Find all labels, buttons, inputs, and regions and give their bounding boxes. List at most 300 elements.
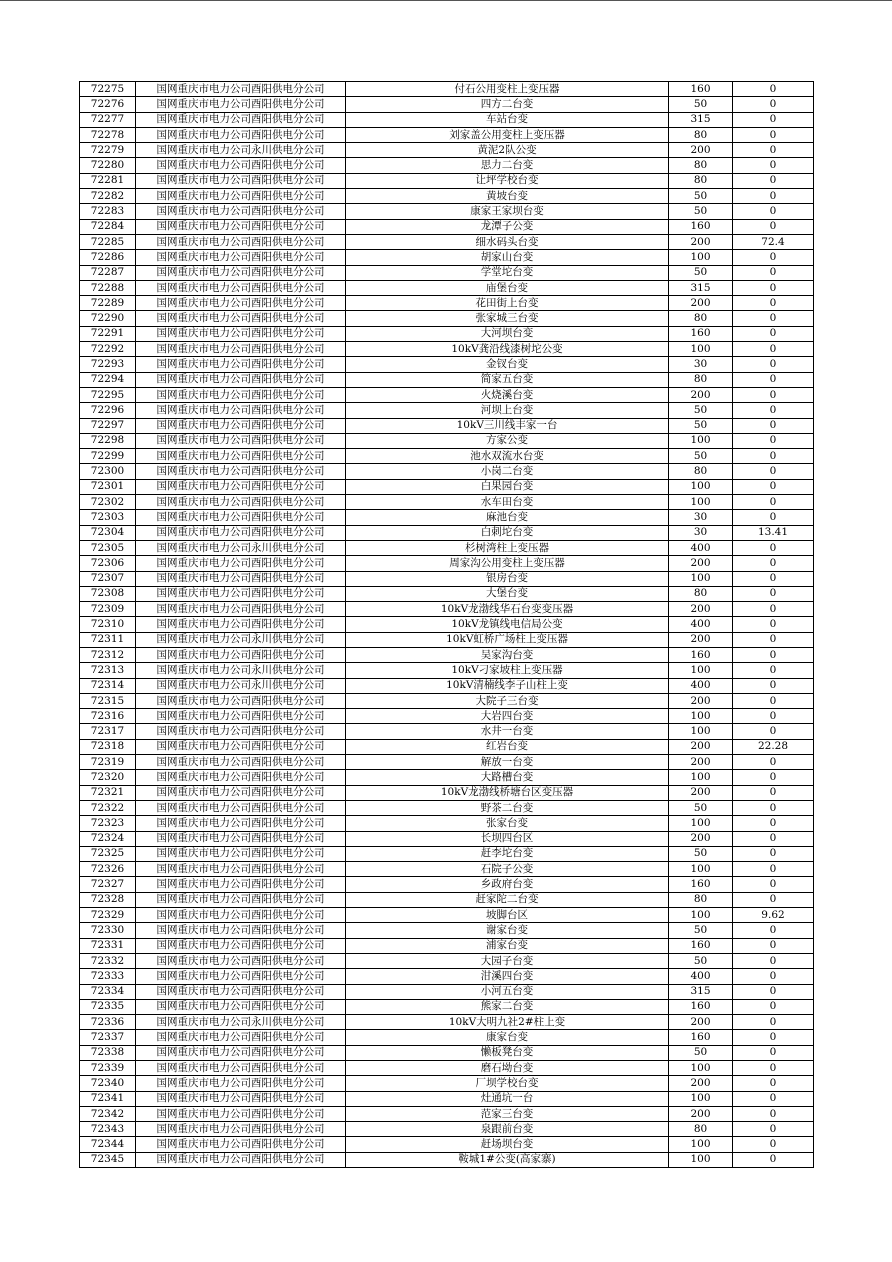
company-cell: 国网重庆市电力公司酉阳供电分公司 (136, 693, 346, 708)
capacity-cell: 50 (669, 265, 733, 280)
row-id-cell: 72343 (80, 1122, 136, 1137)
capacity-cell: 50 (669, 953, 733, 968)
company-cell: 国网重庆市电力公司酉阳供电分公司 (136, 877, 346, 892)
table-row (80, 678, 814, 693)
value-cell: 0 (733, 923, 814, 938)
row-id-cell: 72340 (80, 1076, 136, 1091)
company-cell: 国网重庆市电力公司酉阳供电分公司 (136, 785, 346, 800)
table-row (80, 387, 814, 402)
value-cell: 0 (733, 403, 814, 418)
row-id-cell: 72316 (80, 709, 136, 724)
capacity-cell: 400 (669, 617, 733, 632)
company-cell: 国网重庆市电力公司酉阳供电分公司 (136, 862, 346, 877)
company-cell: 国网重庆市电力公司酉阳供电分公司 (136, 602, 346, 617)
company-cell: 国网重庆市电力公司酉阳供电分公司 (136, 1076, 346, 1091)
company-cell: 国网重庆市电力公司酉阳供电分公司 (136, 1122, 346, 1137)
value-cell: 0 (733, 1061, 814, 1076)
table-row (80, 586, 814, 601)
transformer-name-cell: 刘家盖公用变柱上变压器 (346, 127, 669, 142)
value-cell: 0 (733, 556, 814, 571)
row-id-cell: 72287 (80, 265, 136, 280)
company-cell: 国网重庆市电力公司永川供电分公司 (136, 678, 346, 693)
row-id-cell: 72327 (80, 877, 136, 892)
value-cell: 9.62 (733, 908, 814, 923)
company-cell: 国网重庆市电力公司酉阳供电分公司 (136, 908, 346, 923)
company-cell: 国网重庆市电力公司酉阳供电分公司 (136, 158, 346, 173)
row-id-cell: 72308 (80, 586, 136, 601)
transformer-name-cell: 10kV龙镇线电信局公变 (346, 617, 669, 632)
transformer-name-cell: 石院子公变 (346, 862, 669, 877)
value-cell: 0 (733, 892, 814, 907)
row-id-cell: 72276 (80, 97, 136, 112)
capacity-cell: 100 (669, 1137, 733, 1152)
table-row (80, 1091, 814, 1106)
transformer-name-cell: 水车田台变 (346, 495, 669, 510)
row-id-cell: 72345 (80, 1152, 136, 1167)
company-cell: 国网重庆市电力公司酉阳供电分公司 (136, 357, 346, 372)
transformer-name-cell: 懒板凳台变 (346, 1045, 669, 1060)
table-row (80, 418, 814, 433)
company-cell: 国网重庆市电力公司酉阳供电分公司 (136, 387, 346, 402)
company-cell: 国网重庆市电力公司酉阳供电分公司 (136, 1091, 346, 1106)
company-cell: 国网重庆市电力公司酉阳供电分公司 (136, 510, 346, 525)
value-cell: 0 (733, 755, 814, 770)
transformer-name-cell: 范家三台变 (346, 1106, 669, 1121)
transformer-name-cell: 谢家台变 (346, 923, 669, 938)
table-row (80, 112, 814, 127)
transformer-name-cell: 大院子三台变 (346, 693, 669, 708)
transformer-name-cell: 磨石坳台变 (346, 1061, 669, 1076)
table-body (80, 82, 814, 1168)
table-row (80, 877, 814, 892)
transformer-name-cell: 10kV龚沿线漆树坨公变 (346, 342, 669, 357)
value-cell: 0 (733, 280, 814, 295)
transformer-name-cell: 小岗二台变 (346, 464, 669, 479)
company-cell: 国网重庆市电力公司酉阳供电分公司 (136, 969, 346, 984)
row-id-cell: 72294 (80, 372, 136, 387)
transformer-name-cell: 大岩四台变 (346, 709, 669, 724)
capacity-cell: 80 (669, 372, 733, 387)
company-cell: 国网重庆市电力公司酉阳供电分公司 (136, 82, 346, 97)
company-cell: 国网重庆市电力公司酉阳供电分公司 (136, 739, 346, 754)
row-id-cell: 72304 (80, 525, 136, 540)
company-cell: 国网重庆市电力公司酉阳供电分公司 (136, 525, 346, 540)
capacity-cell: 200 (669, 296, 733, 311)
table-row (80, 280, 814, 295)
capacity-cell: 200 (669, 755, 733, 770)
table-row (80, 908, 814, 923)
row-id-cell: 72286 (80, 250, 136, 265)
transformer-list-table (79, 81, 814, 1168)
transformer-name-cell: 周家沟公用变柱上变压器 (346, 556, 669, 571)
value-cell: 0 (733, 449, 814, 464)
company-cell: 国网重庆市电力公司酉阳供电分公司 (136, 846, 346, 861)
value-cell: 0 (733, 877, 814, 892)
value-cell: 0 (733, 143, 814, 158)
capacity-cell: 315 (669, 112, 733, 127)
row-id-cell: 72325 (80, 846, 136, 861)
company-cell: 国网重庆市电力公司酉阳供电分公司 (136, 617, 346, 632)
value-cell: 0 (733, 984, 814, 999)
row-id-cell: 72275 (80, 82, 136, 97)
company-cell: 国网重庆市电力公司酉阳供电分公司 (136, 464, 346, 479)
transformer-name-cell: 10kV龙渤线桥塘台区变压器 (346, 785, 669, 800)
company-cell: 国网重庆市电力公司酉阳供电分公司 (136, 586, 346, 601)
transformer-name-cell: 四方二台变 (346, 97, 669, 112)
company-cell: 国网重庆市电力公司酉阳供电分公司 (136, 556, 346, 571)
row-id-cell: 72315 (80, 693, 136, 708)
capacity-cell: 100 (669, 862, 733, 877)
row-id-cell: 72324 (80, 831, 136, 846)
row-id-cell: 72310 (80, 617, 136, 632)
row-id-cell: 72283 (80, 204, 136, 219)
company-cell: 国网重庆市电力公司酉阳供电分公司 (136, 127, 346, 142)
value-cell: 0 (733, 770, 814, 785)
transformer-name-cell: 白果园台变 (346, 479, 669, 494)
transformer-name-cell: 细水码头台变 (346, 234, 669, 249)
value-cell: 0 (733, 647, 814, 662)
transformer-name-cell: 浦家台变 (346, 938, 669, 953)
company-cell: 国网重庆市电力公司酉阳供电分公司 (136, 234, 346, 249)
value-cell: 0 (733, 602, 814, 617)
transformer-name-cell: 火烧溪台变 (346, 387, 669, 402)
table-row (80, 204, 814, 219)
transformer-name-cell: 长坝四台区 (346, 831, 669, 846)
row-id-cell: 72285 (80, 234, 136, 249)
capacity-cell: 50 (669, 449, 733, 464)
value-cell: 0 (733, 250, 814, 265)
company-cell: 国网重庆市电力公司酉阳供电分公司 (136, 311, 346, 326)
row-id-cell: 72328 (80, 892, 136, 907)
transformer-name-cell: 泔溪四台变 (346, 969, 669, 984)
capacity-cell: 30 (669, 525, 733, 540)
table-row (80, 647, 814, 662)
value-cell: 0 (733, 999, 814, 1014)
table-row (80, 892, 814, 907)
capacity-cell: 200 (669, 387, 733, 402)
capacity-cell: 200 (669, 632, 733, 647)
table-row (80, 617, 814, 632)
capacity-cell: 100 (669, 479, 733, 494)
company-cell: 国网重庆市电力公司酉阳供电分公司 (136, 647, 346, 662)
transformer-name-cell: 赶场坝台变 (346, 1137, 669, 1152)
table-row (80, 158, 814, 173)
capacity-cell: 50 (669, 204, 733, 219)
row-id-cell: 72301 (80, 479, 136, 494)
company-cell: 国网重庆市电力公司酉阳供电分公司 (136, 892, 346, 907)
row-id-cell: 72319 (80, 755, 136, 770)
company-cell: 国网重庆市电力公司酉阳供电分公司 (136, 189, 346, 204)
capacity-cell: 50 (669, 846, 733, 861)
company-cell: 国网重庆市电力公司酉阳供电分公司 (136, 1045, 346, 1060)
transformer-name-cell: 黄泥2队公变 (346, 143, 669, 158)
company-cell: 国网重庆市电力公司酉阳供电分公司 (136, 449, 346, 464)
table-row (80, 724, 814, 739)
capacity-cell: 200 (669, 556, 733, 571)
transformer-name-cell: 灶通坑一台 (346, 1091, 669, 1106)
company-cell: 国网重庆市电力公司酉阳供电分公司 (136, 1137, 346, 1152)
value-cell: 0 (733, 464, 814, 479)
capacity-cell: 100 (669, 908, 733, 923)
capacity-cell: 100 (669, 1091, 733, 1106)
company-cell: 国网重庆市电力公司酉阳供电分公司 (136, 372, 346, 387)
table-row (80, 816, 814, 831)
row-id-cell: 72279 (80, 143, 136, 158)
company-cell: 国网重庆市电力公司酉阳供电分公司 (136, 816, 346, 831)
value-cell: 0 (733, 1030, 814, 1045)
company-cell: 国网重庆市电力公司酉阳供电分公司 (136, 724, 346, 739)
transformer-name-cell: 10kV清楠线李子山柱上变 (346, 678, 669, 693)
company-cell: 国网重庆市电力公司永川供电分公司 (136, 632, 346, 647)
value-cell: 0 (733, 97, 814, 112)
value-cell: 0 (733, 433, 814, 448)
transformer-name-cell: 厂坝学校台变 (346, 1076, 669, 1091)
row-id-cell: 72322 (80, 800, 136, 815)
row-id-cell: 72277 (80, 112, 136, 127)
transformer-name-cell: 池水双流水台变 (346, 449, 669, 464)
transformer-name-cell: 赶家陀二台变 (346, 892, 669, 907)
capacity-cell: 100 (669, 709, 733, 724)
value-cell: 0 (733, 693, 814, 708)
table-row (80, 433, 814, 448)
transformer-name-cell: 庙堡台变 (346, 280, 669, 295)
page-top-border (0, 0, 892, 1)
value-cell: 0 (733, 571, 814, 586)
capacity-cell: 100 (669, 663, 733, 678)
value-cell: 13.41 (733, 525, 814, 540)
table-row (80, 296, 814, 311)
row-id-cell: 72288 (80, 280, 136, 295)
transformer-name-cell: 黄坡台变 (346, 189, 669, 204)
value-cell: 0 (733, 831, 814, 846)
value-cell: 0 (733, 1106, 814, 1121)
row-id-cell: 72335 (80, 999, 136, 1014)
capacity-cell: 100 (669, 250, 733, 265)
value-cell: 0 (733, 540, 814, 555)
value-cell: 0 (733, 418, 814, 433)
table-row (80, 755, 814, 770)
transformer-name-cell: 水井一台变 (346, 724, 669, 739)
capacity-cell: 160 (669, 999, 733, 1014)
transformer-name-cell: 张家城三台变 (346, 311, 669, 326)
value-cell: 0 (733, 953, 814, 968)
table-row (80, 984, 814, 999)
company-cell: 国网重庆市电力公司永川供电分公司 (136, 540, 346, 555)
value-cell: 0 (733, 678, 814, 693)
value-cell: 0 (733, 800, 814, 815)
row-id-cell: 72278 (80, 127, 136, 142)
value-cell: 0 (733, 1045, 814, 1060)
table-row (80, 403, 814, 418)
table-row (80, 862, 814, 877)
row-id-cell: 72309 (80, 602, 136, 617)
value-cell: 0 (733, 709, 814, 724)
transformer-name-cell: 简家五台变 (346, 372, 669, 387)
capacity-cell: 400 (669, 969, 733, 984)
capacity-cell: 160 (669, 877, 733, 892)
value-cell: 0 (733, 1091, 814, 1106)
value-cell: 0 (733, 158, 814, 173)
table-row (80, 1030, 814, 1045)
capacity-cell: 100 (669, 816, 733, 831)
table-row (80, 495, 814, 510)
capacity-cell: 80 (669, 1122, 733, 1137)
row-id-cell: 72318 (80, 739, 136, 754)
capacity-cell: 30 (669, 510, 733, 525)
company-cell: 国网重庆市电力公司酉阳供电分公司 (136, 250, 346, 265)
row-id-cell: 72326 (80, 862, 136, 877)
table-row (80, 693, 814, 708)
capacity-cell: 160 (669, 326, 733, 341)
row-id-cell: 72339 (80, 1061, 136, 1076)
transformer-name-cell: 乡政府台变 (346, 877, 669, 892)
transformer-name-cell: 红岩台变 (346, 739, 669, 754)
row-id-cell: 72282 (80, 189, 136, 204)
transformer-name-cell: 银房台变 (346, 571, 669, 586)
capacity-cell: 80 (669, 892, 733, 907)
company-cell: 国网重庆市电力公司酉阳供电分公司 (136, 923, 346, 938)
company-cell: 国网重庆市电力公司酉阳供电分公司 (136, 938, 346, 953)
row-id-cell: 72293 (80, 357, 136, 372)
company-cell: 国网重庆市电力公司酉阳供电分公司 (136, 173, 346, 188)
company-cell: 国网重庆市电力公司酉阳供电分公司 (136, 831, 346, 846)
table-row (80, 143, 814, 158)
company-cell: 国网重庆市电力公司酉阳供电分公司 (136, 1030, 346, 1045)
value-cell: 0 (733, 189, 814, 204)
transformer-name-cell: 康家王家坝台变 (346, 204, 669, 219)
capacity-cell: 50 (669, 189, 733, 204)
capacity-cell: 80 (669, 127, 733, 142)
capacity-cell: 160 (669, 219, 733, 234)
value-cell: 0 (733, 1076, 814, 1091)
capacity-cell: 100 (669, 571, 733, 586)
row-id-cell: 72337 (80, 1030, 136, 1045)
value-cell: 72.4 (733, 234, 814, 249)
value-cell: 0 (733, 326, 814, 341)
row-id-cell: 72290 (80, 311, 136, 326)
value-cell: 0 (733, 510, 814, 525)
transformer-name-cell: 小河五台变 (346, 984, 669, 999)
row-id-cell: 72344 (80, 1137, 136, 1152)
capacity-cell: 80 (669, 158, 733, 173)
company-cell: 国网重庆市电力公司酉阳供电分公司 (136, 984, 346, 999)
transformer-name-cell: 方家公变 (346, 433, 669, 448)
value-cell: 0 (733, 479, 814, 494)
row-id-cell: 72281 (80, 173, 136, 188)
row-id-cell: 72314 (80, 678, 136, 693)
company-cell: 国网重庆市电力公司酉阳供电分公司 (136, 1152, 346, 1167)
table-row (80, 938, 814, 953)
table-row (80, 785, 814, 800)
transformer-name-cell: 学堂坨台变 (346, 265, 669, 280)
company-cell: 国网重庆市电力公司酉阳供电分公司 (136, 1061, 346, 1076)
transformer-name-cell: 泉跟前台变 (346, 1122, 669, 1137)
capacity-cell: 80 (669, 173, 733, 188)
capacity-cell: 80 (669, 464, 733, 479)
transformer-name-cell: 坡脚台区 (346, 908, 669, 923)
capacity-cell: 200 (669, 693, 733, 708)
row-id-cell: 72297 (80, 418, 136, 433)
transformer-name-cell: 10kV虹桥广场柱上变压器 (346, 632, 669, 647)
table-row (80, 709, 814, 724)
value-cell: 0 (733, 265, 814, 280)
capacity-cell: 50 (669, 800, 733, 815)
value-cell: 0 (733, 663, 814, 678)
value-cell: 0 (733, 82, 814, 97)
company-cell: 国网重庆市电力公司酉阳供电分公司 (136, 1106, 346, 1121)
value-cell: 0 (733, 112, 814, 127)
transformer-name-cell: 白刺坨台变 (346, 525, 669, 540)
row-id-cell: 72313 (80, 663, 136, 678)
transformer-name-cell: 康家台变 (346, 1030, 669, 1045)
table-row (80, 342, 814, 357)
table-row (80, 663, 814, 678)
transformer-name-cell: 10kV大明九社2#柱上变 (346, 1015, 669, 1030)
table-row (80, 739, 814, 754)
company-cell: 国网重庆市电力公司酉阳供电分公司 (136, 433, 346, 448)
transformer-name-cell: 思力二台变 (346, 158, 669, 173)
transformer-name-cell: 河坝上台变 (346, 403, 669, 418)
transformer-name-cell: 张家台变 (346, 816, 669, 831)
transformer-name-cell: 胡家山台变 (346, 250, 669, 265)
transformer-name-cell: 10kV刁家坡柱上变压器 (346, 663, 669, 678)
table-row (80, 602, 814, 617)
table-row (80, 82, 814, 97)
table-row (80, 357, 814, 372)
company-cell: 国网重庆市电力公司酉阳供电分公司 (136, 755, 346, 770)
row-id-cell: 72306 (80, 556, 136, 571)
company-cell: 国网重庆市电力公司酉阳供电分公司 (136, 204, 346, 219)
capacity-cell: 100 (669, 724, 733, 739)
company-cell: 国网重庆市电力公司酉阳供电分公司 (136, 296, 346, 311)
transformer-name-cell: 野茶二台变 (346, 800, 669, 815)
table-row (80, 1015, 814, 1030)
table-row (80, 1106, 814, 1121)
table-row (80, 800, 814, 815)
table-row (80, 540, 814, 555)
table-row (80, 234, 814, 249)
row-id-cell: 72300 (80, 464, 136, 479)
row-id-cell: 72292 (80, 342, 136, 357)
company-cell: 国网重庆市电力公司永川供电分公司 (136, 143, 346, 158)
row-id-cell: 72320 (80, 770, 136, 785)
row-id-cell: 72284 (80, 219, 136, 234)
transformer-name-cell: 金钗台变 (346, 357, 669, 372)
table-row (80, 632, 814, 647)
capacity-cell: 160 (669, 647, 733, 662)
row-id-cell: 72295 (80, 387, 136, 402)
transformer-name-cell: 吴家沟台变 (346, 647, 669, 662)
table-row (80, 326, 814, 341)
row-id-cell: 72291 (80, 326, 136, 341)
row-id-cell: 72334 (80, 984, 136, 999)
transformer-name-cell: 赶李坨台变 (346, 846, 669, 861)
capacity-cell: 200 (669, 739, 733, 754)
capacity-cell: 200 (669, 234, 733, 249)
row-id-cell: 72330 (80, 923, 136, 938)
capacity-cell: 400 (669, 678, 733, 693)
transformer-name-cell: 龙潭子公变 (346, 219, 669, 234)
row-id-cell: 72280 (80, 158, 136, 173)
row-id-cell: 72332 (80, 953, 136, 968)
table-row (80, 464, 814, 479)
value-cell: 0 (733, 816, 814, 831)
row-id-cell: 72302 (80, 495, 136, 510)
company-cell: 国网重庆市电力公司酉阳供电分公司 (136, 219, 346, 234)
value-cell: 0 (733, 204, 814, 219)
table-row (80, 127, 814, 142)
transformer-name-cell: 熊家二台变 (346, 999, 669, 1014)
